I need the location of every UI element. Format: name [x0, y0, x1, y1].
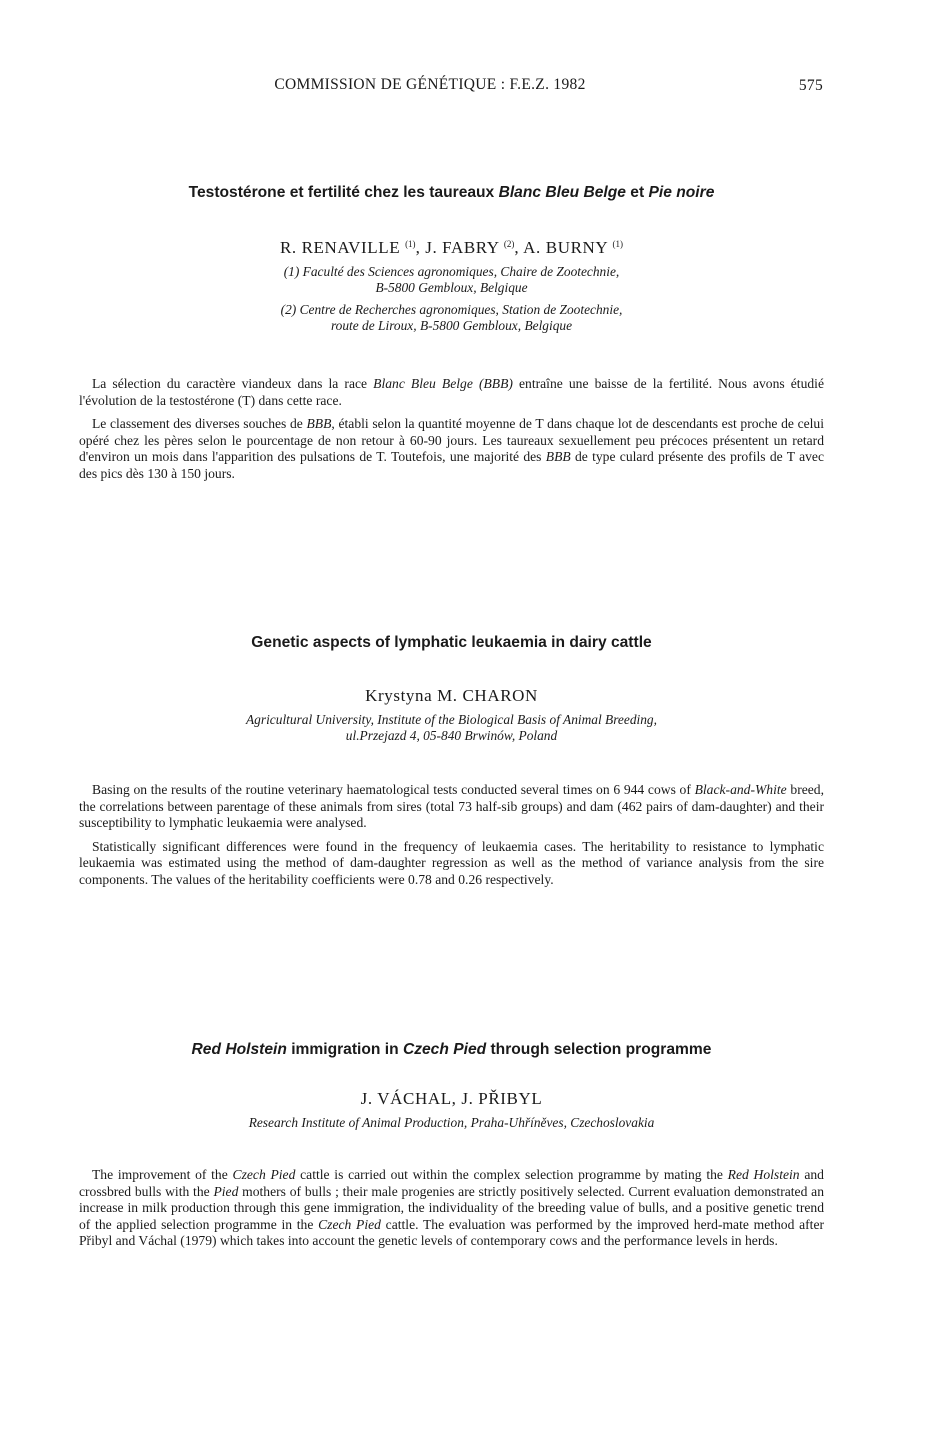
page-header: [0, 76, 930, 100]
abstract-paragraph: The improvement of the Czech Pied cattle is carried out within the complex selection programme by mating the Red Holstein and crossbred bulls with the Pied mothers of bulls ; their male progenies are strictly positively selected. Current evaluation demonstrated an increase in milk production through this gene immigration, the individuality of the breeding value of bulls, and a positive genetic trend of the applied selection programme in the Czech Pied cattle. The evaluation was performed by the improved herd-mate method after Přibyl and Váchal (1979) which takes into account the genetic levels of contemporary cows and the performance levels in herds.: [79, 1167, 825, 1248]
article-testosterone: [79, 184, 824, 482]
page-number: 575: [798, 77, 823, 94]
abstract-paragraph: Basing on the results of the routine veterinary haematological tests conducted several times on 6 944 cows of Black-and-White breed, the correlations between parentage of these animals from sires (total 73 half-sib groups) and dam (462 pairs of dam-daughter) and their susceptibility to lymphatic leukaemia were analysed.: [79, 782, 824, 830]
article-affiliations: (1) Faculté des Sciences agronomiques, Chaire de Zootechnie, B-5800 Gembloux, Belgique (2) Centre de Recherches agronomiques, Station de Zootechnie, route de Liroux, B-5800 Gembloux, Belgique: [280, 264, 623, 333]
article-title: Testostérone et fertilité chez les taureaux Blanc Bleu Belge et Pie noire: [188, 184, 715, 201]
article-affiliations: Agricultural University, Institute of the Biological Basis of Animal Breeding, ul.Przejazd 4, 05-840 Brwinów, Poland: [246, 712, 657, 743]
article-authors: Krystyna M. CHARON: [365, 686, 538, 705]
abstract-paragraph: Statistically significant differences were found in the frequency of leukaemia cases. The heritability to resistance to lymphatic leukaemia was estimated using the method of dam-daughter regression as well as the method of variance analysis from the sire components. The values of the heritability coefficients were 0.78 and 0.26 respectively.: [79, 838, 824, 887]
article-leukaemia: [79, 634, 824, 888]
article-affiliation: Research Institute of Animal Production, Praha-Uhříněves, Czechoslovakia: [248, 1115, 655, 1130]
article-authors: R. RENAVILLE $^{(1)}$, J. FABRY $^{(2)}$, A. BURNY $^{(1)}$: [279, 238, 623, 257]
running-title: COMMISSION DE GÉNÉTIQUE : F.E.Z. 1982: [274, 76, 586, 93]
abstract-paragraph: Le classement des diverses souches de BBB, établi selon la quantité moyenne de T dans chaque lot de descendants est proche de celui opéré chez les pères selon le pourcentage de non retour à 60-90 jours. Les taureaux sexuellement peu précoces présentent un retard d'environ un mois dans l'apparition des pulsations de T. Toutefois, une majorité des BBB de type culard présente des profils de T avec des pics dès 130 à 150 jours.: [79, 416, 824, 481]
article-authors: J. VÁCHAL, J. PŘIBYL: [360, 1089, 543, 1108]
article-title: Red Holstein immigration in Czech Pied through selection programme: [191, 1041, 712, 1058]
abstract-paragraph: La sélection du caractère viandeux dans la race Blanc Bleu Belge (BBB) entraîne une baisse de la fertilité. Nous avons étudié l'évolution de la testostérone (T) dans cette race.: [79, 376, 824, 408]
article-title: Genetic aspects of lymphatic leukaemia in dairy cattle: [251, 634, 652, 651]
article-red-holstein: [79, 1041, 824, 1250]
